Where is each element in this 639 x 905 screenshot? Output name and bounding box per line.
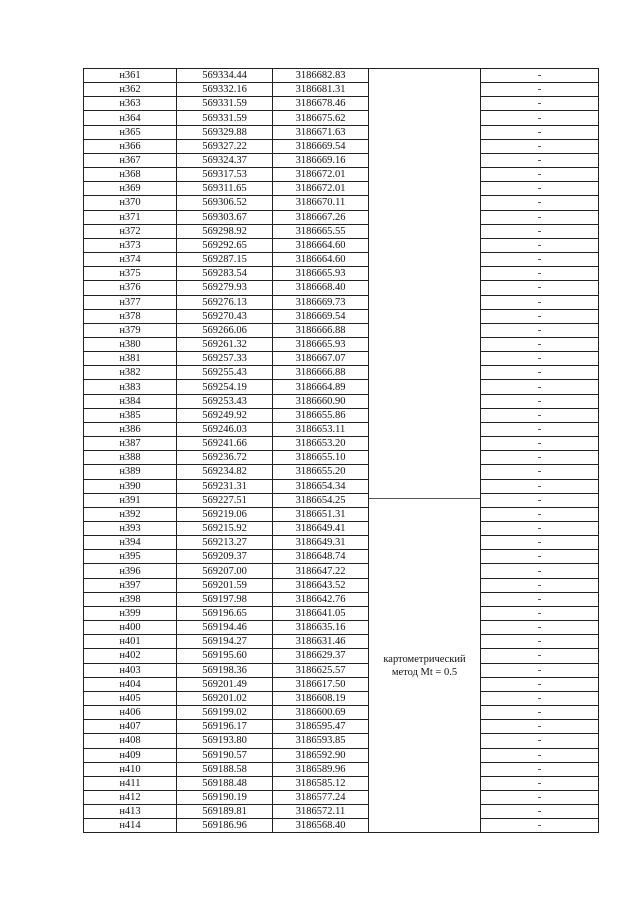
value-cell: - [481,564,599,578]
y-coordinate-cell: 3186666.88 [273,366,369,380]
point-id-cell: н390 [84,479,177,493]
point-id-cell: н406 [84,706,177,720]
x-coordinate-cell: 569287.15 [177,253,273,267]
table-row [84,83,599,97]
y-coordinate-cell: 3186665.93 [273,267,369,281]
point-id-cell: н410 [84,762,177,776]
point-id-cell: н379 [84,323,177,337]
point-id-cell: н380 [84,337,177,351]
point-id-cell: н399 [84,606,177,620]
point-id-cell: н382 [84,366,177,380]
y-coordinate-cell: 3186667.07 [273,352,369,366]
point-id-cell: н413 [84,805,177,819]
y-coordinate-cell: 3186669.54 [273,139,369,153]
value-cell: - [481,578,599,592]
table-row [84,748,599,762]
y-coordinate-cell: 3186589.96 [273,762,369,776]
x-coordinate-cell: 569266.06 [177,323,273,337]
point-id-cell: н375 [84,267,177,281]
y-coordinate-cell: 3186660.90 [273,394,369,408]
point-id-cell: н373 [84,238,177,252]
x-coordinate-cell: 569189.81 [177,805,273,819]
point-id-cell: н370 [84,196,177,210]
point-id-cell: н361 [84,69,177,83]
x-coordinate-cell: 569188.58 [177,762,273,776]
table-row [84,805,599,819]
method-label [369,653,480,679]
point-id-cell: н364 [84,111,177,125]
point-id-cell: н366 [84,139,177,153]
point-id-cell: н391 [84,493,177,507]
y-coordinate-cell: 3186600.69 [273,706,369,720]
table-row [84,635,599,649]
value-cell: - [481,168,599,182]
y-coordinate-cell: 3186678.46 [273,97,369,111]
value-cell: - [481,224,599,238]
point-id-cell: н402 [84,649,177,663]
table-row [84,111,599,125]
point-id-cell: н409 [84,748,177,762]
x-coordinate-cell: 569196.17 [177,720,273,734]
x-coordinate-cell: 569298.92 [177,224,273,238]
value-cell: - [481,691,599,705]
table-row [84,776,599,790]
y-coordinate-cell: 3186643.52 [273,578,369,592]
point-id-cell: н383 [84,380,177,394]
method-label-line2: метод Mt = 0.5 [391,667,458,678]
y-coordinate-cell: 3186653.20 [273,437,369,451]
y-coordinate-cell: 3186568.40 [273,819,369,833]
x-coordinate-cell: 569227.51 [177,493,273,507]
x-coordinate-cell: 569327.22 [177,139,273,153]
y-coordinate-cell: 3186585.12 [273,776,369,790]
x-coordinate-cell: 569213.27 [177,536,273,550]
value-cell: - [481,352,599,366]
value-cell: - [481,606,599,620]
table-row [84,762,599,776]
x-coordinate-cell: 569246.03 [177,422,273,436]
x-coordinate-cell: 569236.72 [177,451,273,465]
value-cell: - [481,663,599,677]
table-row [84,182,599,196]
table-row [84,267,599,281]
table-row [84,677,599,691]
value-cell: - [481,196,599,210]
x-coordinate-cell: 569194.46 [177,621,273,635]
y-coordinate-cell: 3186664.89 [273,380,369,394]
y-coordinate-cell: 3186655.10 [273,451,369,465]
value-cell: - [481,706,599,720]
value-cell: - [481,182,599,196]
table-row [84,592,599,606]
point-id-cell: н388 [84,451,177,465]
x-coordinate-cell: 569199.02 [177,706,273,720]
table-row [84,408,599,422]
y-coordinate-cell: 3186670.11 [273,196,369,210]
x-coordinate-cell: 569253.43 [177,394,273,408]
method-label-line1: картометрический [383,654,466,665]
table-row [84,479,599,493]
value-cell: - [481,111,599,125]
table-row [84,706,599,720]
table-row [84,323,599,337]
point-id-cell: н371 [84,210,177,224]
x-coordinate-cell: 569331.59 [177,97,273,111]
point-id-cell: н404 [84,677,177,691]
point-id-cell: н362 [84,83,177,97]
table-row [84,337,599,351]
value-cell: - [481,592,599,606]
y-coordinate-cell: 3186669.16 [273,153,369,167]
value-cell: - [481,451,599,465]
value-cell: - [481,479,599,493]
y-coordinate-cell: 3186625.57 [273,663,369,677]
y-coordinate-cell: 3186665.55 [273,224,369,238]
table-row [84,493,599,507]
table-row [84,352,599,366]
value-cell: - [481,720,599,734]
point-id-cell: н400 [84,621,177,635]
y-coordinate-cell: 3186675.62 [273,111,369,125]
x-coordinate-cell: 569334.44 [177,69,273,83]
table-row [84,97,599,111]
table-row [84,422,599,436]
x-coordinate-cell: 569303.67 [177,210,273,224]
value-cell: - [481,337,599,351]
x-coordinate-cell: 569254.19 [177,380,273,394]
point-id-cell: н405 [84,691,177,705]
table-row [84,663,599,677]
y-coordinate-cell: 3186651.31 [273,507,369,521]
y-coordinate-cell: 3186671.63 [273,125,369,139]
table-row [84,536,599,550]
point-id-cell: н398 [84,592,177,606]
value-cell: - [481,762,599,776]
y-coordinate-cell: 3186577.24 [273,790,369,804]
x-coordinate-cell: 569283.54 [177,267,273,281]
y-coordinate-cell: 3186665.93 [273,337,369,351]
x-coordinate-cell: 569190.19 [177,790,273,804]
x-coordinate-cell: 569331.59 [177,111,273,125]
value-cell: - [481,465,599,479]
value-cell: - [481,394,599,408]
y-coordinate-cell: 3186672.01 [273,168,369,182]
y-coordinate-cell: 3186649.31 [273,536,369,550]
y-coordinate-cell: 3186572.11 [273,805,369,819]
point-id-cell: н385 [84,408,177,422]
table-row [84,522,599,536]
x-coordinate-cell: 569261.32 [177,337,273,351]
y-coordinate-cell: 3186655.86 [273,408,369,422]
point-id-cell: н365 [84,125,177,139]
table-row [84,790,599,804]
value-cell: - [481,734,599,748]
x-coordinate-cell: 569231.31 [177,479,273,493]
x-coordinate-cell: 569306.52 [177,196,273,210]
coordinates-table [83,68,599,833]
y-coordinate-cell: 3186667.26 [273,210,369,224]
point-id-cell: н403 [84,663,177,677]
table-row [84,819,599,833]
table-row [84,734,599,748]
table-row [84,168,599,182]
value-cell: - [481,309,599,323]
y-coordinate-cell: 3186593.85 [273,734,369,748]
method-cell [369,69,481,833]
value-cell: - [481,323,599,337]
value-cell: - [481,677,599,691]
value-cell: - [481,125,599,139]
value-cell: - [481,238,599,252]
table-row [84,451,599,465]
point-id-cell: н386 [84,422,177,436]
point-id-cell: н412 [84,790,177,804]
value-cell: - [481,153,599,167]
y-coordinate-cell: 3186654.34 [273,479,369,493]
value-cell: - [481,69,599,83]
value-cell: - [481,139,599,153]
table-row [84,196,599,210]
point-id-cell: н396 [84,564,177,578]
table-row [84,394,599,408]
point-id-cell: н397 [84,578,177,592]
table-row [84,606,599,620]
y-coordinate-cell: 3186672.01 [273,182,369,196]
value-cell: - [481,380,599,394]
table-row [84,366,599,380]
table-row [84,125,599,139]
point-id-cell: н389 [84,465,177,479]
point-id-cell: н372 [84,224,177,238]
point-id-cell: н376 [84,281,177,295]
x-coordinate-cell: 569279.93 [177,281,273,295]
value-cell: - [481,522,599,536]
point-id-cell: н374 [84,253,177,267]
value-cell: - [481,649,599,663]
y-coordinate-cell: 3186681.31 [273,83,369,97]
table-row [84,309,599,323]
y-coordinate-cell: 3186664.60 [273,253,369,267]
x-coordinate-cell: 569193.80 [177,734,273,748]
point-id-cell: н411 [84,776,177,790]
y-coordinate-cell: 3186682.83 [273,69,369,83]
table-row [84,69,599,83]
y-coordinate-cell: 3186617.50 [273,677,369,691]
y-coordinate-cell: 3186666.88 [273,323,369,337]
point-id-cell: н393 [84,522,177,536]
point-id-cell: н367 [84,153,177,167]
x-coordinate-cell: 569257.33 [177,352,273,366]
point-id-cell: н387 [84,437,177,451]
x-coordinate-cell: 569332.16 [177,83,273,97]
y-coordinate-cell: 3186592.90 [273,748,369,762]
coordinates-table-body [84,69,599,833]
x-coordinate-cell: 569292.65 [177,238,273,252]
point-id-cell: н394 [84,536,177,550]
value-cell: - [481,776,599,790]
value-cell: - [481,819,599,833]
value-cell: - [481,366,599,380]
point-id-cell: н384 [84,394,177,408]
y-coordinate-cell: 3186608.19 [273,691,369,705]
x-coordinate-cell: 569188.48 [177,776,273,790]
value-cell: - [481,97,599,111]
table-row [84,281,599,295]
value-cell: - [481,493,599,507]
value-cell: - [481,210,599,224]
point-id-cell: н368 [84,168,177,182]
table-row [84,465,599,479]
x-coordinate-cell: 569276.13 [177,295,273,309]
value-cell: - [481,748,599,762]
value-cell: - [481,267,599,281]
x-coordinate-cell: 569197.98 [177,592,273,606]
table-row [84,295,599,309]
table-row [84,550,599,564]
x-coordinate-cell: 569219.06 [177,507,273,521]
x-coordinate-cell: 569201.59 [177,578,273,592]
table-row [84,139,599,153]
x-coordinate-cell: 569241.66 [177,437,273,451]
point-id-cell: н401 [84,635,177,649]
x-coordinate-cell: 569207.00 [177,564,273,578]
point-id-cell: н414 [84,819,177,833]
value-cell: - [481,253,599,267]
table-row [84,564,599,578]
x-coordinate-cell: 569311.65 [177,182,273,196]
value-cell: - [481,805,599,819]
table-row [84,649,599,663]
y-coordinate-cell: 3186664.60 [273,238,369,252]
y-coordinate-cell: 3186629.37 [273,649,369,663]
table-row [84,621,599,635]
x-coordinate-cell: 569196.65 [177,606,273,620]
x-coordinate-cell: 569195.60 [177,649,273,663]
x-coordinate-cell: 569255.43 [177,366,273,380]
y-coordinate-cell: 3186647.22 [273,564,369,578]
x-coordinate-cell: 569270.43 [177,309,273,323]
x-coordinate-cell: 569201.02 [177,691,273,705]
value-cell: - [481,295,599,309]
y-coordinate-cell: 3186631.46 [273,635,369,649]
x-coordinate-cell: 569186.96 [177,819,273,833]
y-coordinate-cell: 3186669.73 [273,295,369,309]
x-coordinate-cell: 569317.53 [177,168,273,182]
y-coordinate-cell: 3186648.74 [273,550,369,564]
x-coordinate-cell: 569209.37 [177,550,273,564]
section-divider-line [369,498,481,499]
point-id-cell: н363 [84,97,177,111]
value-cell: - [481,281,599,295]
point-id-cell: н395 [84,550,177,564]
y-coordinate-cell: 3186669.54 [273,309,369,323]
x-coordinate-cell: 569329.88 [177,125,273,139]
y-coordinate-cell: 3186653.11 [273,422,369,436]
value-cell: - [481,437,599,451]
y-coordinate-cell: 3186641.05 [273,606,369,620]
value-cell: - [481,621,599,635]
table-row [84,238,599,252]
table-row [84,691,599,705]
table-row [84,253,599,267]
point-id-cell: н377 [84,295,177,309]
point-id-cell: н407 [84,720,177,734]
y-coordinate-cell: 3186654.25 [273,493,369,507]
x-coordinate-cell: 569324.37 [177,153,273,167]
table-row [84,507,599,521]
table-row [84,437,599,451]
y-coordinate-cell: 3186635.16 [273,621,369,635]
point-id-cell: н408 [84,734,177,748]
value-cell: - [481,408,599,422]
value-cell: - [481,635,599,649]
x-coordinate-cell: 569215.92 [177,522,273,536]
point-id-cell: н378 [84,309,177,323]
value-cell: - [481,536,599,550]
point-id-cell: н392 [84,507,177,521]
table-row [84,578,599,592]
y-coordinate-cell: 3186668.40 [273,281,369,295]
value-cell: - [481,550,599,564]
table-row [84,380,599,394]
table-row [84,224,599,238]
x-coordinate-cell: 569234.82 [177,465,273,479]
y-coordinate-cell: 3186595.47 [273,720,369,734]
y-coordinate-cell: 3186649.41 [273,522,369,536]
x-coordinate-cell: 569249.92 [177,408,273,422]
table-row [84,153,599,167]
value-cell: - [481,790,599,804]
x-coordinate-cell: 569194.27 [177,635,273,649]
x-coordinate-cell: 569190.57 [177,748,273,762]
point-id-cell: н381 [84,352,177,366]
value-cell: - [481,83,599,97]
value-cell: - [481,507,599,521]
y-coordinate-cell: 3186655.20 [273,465,369,479]
y-coordinate-cell: 3186642.76 [273,592,369,606]
x-coordinate-cell: 569198.36 [177,663,273,677]
point-id-cell: н369 [84,182,177,196]
table-row [84,210,599,224]
x-coordinate-cell: 569201.49 [177,677,273,691]
value-cell: - [481,422,599,436]
table-row [84,720,599,734]
